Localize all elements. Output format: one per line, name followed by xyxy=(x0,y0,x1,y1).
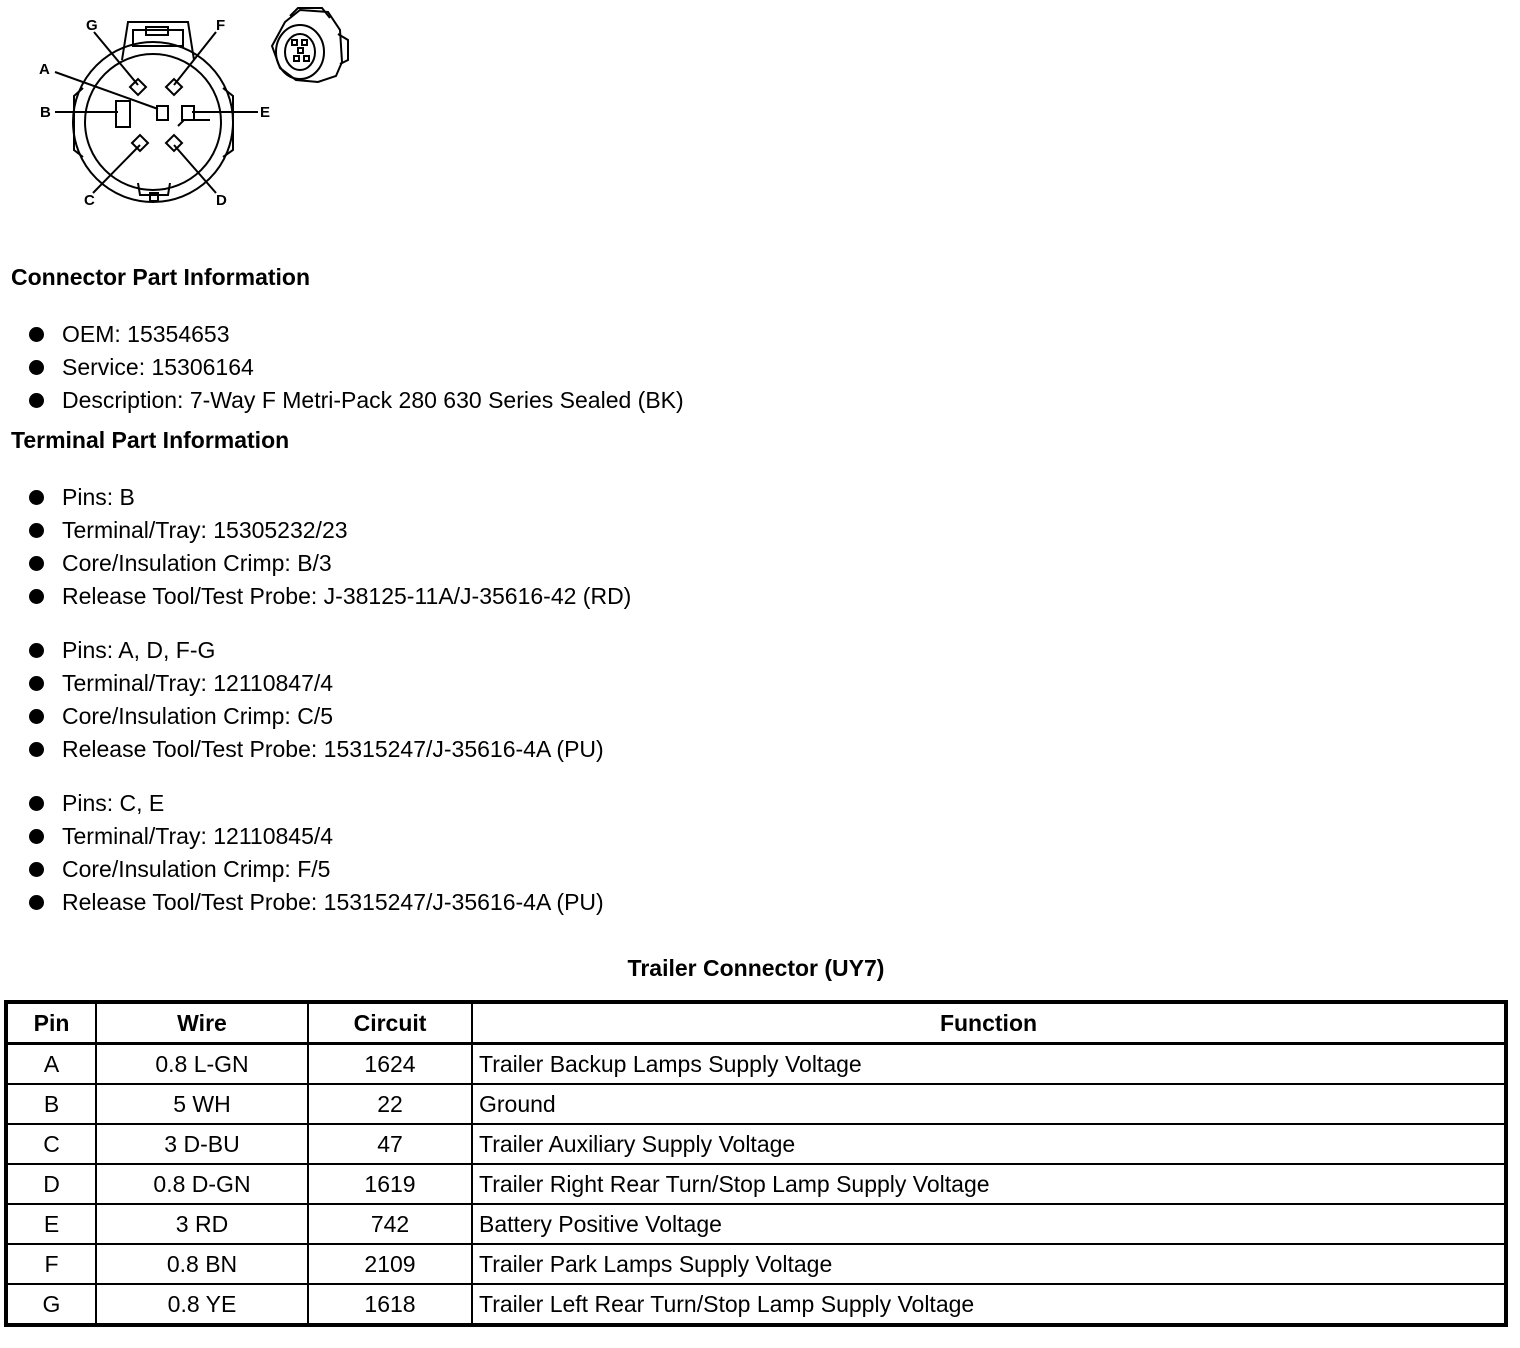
list-item: Core/Insulation Crimp: F/5 xyxy=(0,853,604,886)
cavity-c xyxy=(132,135,148,151)
cell-pin: C xyxy=(6,1124,96,1164)
cell-function: Ground xyxy=(472,1084,1506,1124)
table-row xyxy=(6,1244,1506,1284)
cell-wire: 3 RD xyxy=(96,1204,308,1244)
table-row xyxy=(6,1084,1506,1124)
list-item: Pins: B xyxy=(0,481,631,514)
list-item: Description: 7-Way F Metri-Pack 280 630 Series Sealed (BK) xyxy=(0,384,684,417)
cell-function: Battery Positive Voltage xyxy=(472,1204,1506,1244)
pin-label-d: D xyxy=(216,192,227,209)
pin-label-g: G xyxy=(86,17,98,34)
terminal-group-2 xyxy=(0,634,604,766)
cell-circuit: 742 xyxy=(308,1204,472,1244)
table-row xyxy=(6,1164,1506,1204)
pin-label-a: A xyxy=(39,61,50,78)
list-item: Release Tool/Test Probe: 15315247/J-35616-4A (PU) xyxy=(0,733,604,766)
cell-wire: 0.8 YE xyxy=(96,1284,308,1325)
column-header-circuit: Circuit xyxy=(308,1002,472,1044)
list-item: Service: 15306164 xyxy=(0,351,684,384)
list-item: Terminal/Tray: 12110847/4 xyxy=(0,667,604,700)
cell-pin: D xyxy=(6,1164,96,1204)
cell-function: Trailer Backup Lamps Supply Voltage xyxy=(472,1044,1506,1085)
cell-pin: A xyxy=(6,1044,96,1085)
list-item: Release Tool/Test Probe: J-38125-11A/J-35616-42 (RD) xyxy=(0,580,631,613)
pin-table xyxy=(4,1000,1508,1327)
cell-pin: B xyxy=(6,1084,96,1124)
cell-function: Trailer Left Rear Turn/Stop Lamp Supply Voltage xyxy=(472,1284,1506,1325)
table-row xyxy=(6,1204,1506,1244)
list-item: OEM: 15354653 xyxy=(0,318,684,351)
pin-label-b: B xyxy=(40,104,51,121)
cell-function: Trailer Auxiliary Supply Voltage xyxy=(472,1124,1506,1164)
cell-pin: F xyxy=(6,1244,96,1284)
list-item: Release Tool/Test Probe: 15315247/J-35616-4A (PU) xyxy=(0,886,604,919)
cell-circuit: 47 xyxy=(308,1124,472,1164)
list-item: Pins: A, D, F-G xyxy=(0,634,604,667)
table-header-row xyxy=(6,1002,1506,1044)
column-header-pin: Pin xyxy=(6,1002,96,1044)
list-item: Terminal/Tray: 15305232/23 xyxy=(0,514,631,547)
cell-function: Trailer Park Lamps Supply Voltage xyxy=(472,1244,1506,1284)
list-item: Terminal/Tray: 12110845/4 xyxy=(0,820,604,853)
pin-label-e: E xyxy=(260,104,271,121)
cavity-g xyxy=(130,79,146,95)
terminal-group-3 xyxy=(0,787,604,919)
cell-wire: 0.8 L-GN xyxy=(96,1044,308,1085)
table-row xyxy=(6,1044,1506,1085)
terminal-group-1 xyxy=(0,481,631,613)
connector-part-list xyxy=(0,318,684,417)
cell-circuit: 1619 xyxy=(308,1164,472,1204)
table-row xyxy=(6,1284,1506,1325)
cell-wire: 0.8 BN xyxy=(96,1244,308,1284)
list-item: Core/Insulation Crimp: B/3 xyxy=(0,547,631,580)
cell-circuit: 1618 xyxy=(308,1284,472,1325)
list-item: Core/Insulation Crimp: C/5 xyxy=(0,700,604,733)
list-item: Pins: C, E xyxy=(0,787,604,820)
column-header-wire: Wire xyxy=(96,1002,308,1044)
connector-housing-outer xyxy=(73,42,233,202)
connector-part-heading: Connector Part Information xyxy=(11,264,311,290)
cell-wire: 3 D-BU xyxy=(96,1124,308,1164)
pin-label-f: F xyxy=(216,17,226,34)
cell-wire: 0.8 D-GN xyxy=(96,1164,308,1204)
connector-diagram xyxy=(0,0,380,225)
cavity-a xyxy=(157,106,168,120)
connector-3d-view xyxy=(272,8,348,82)
terminal-part-heading: Terminal Part Information xyxy=(11,427,290,453)
cell-function: Trailer Right Rear Turn/Stop Lamp Supply Voltage xyxy=(472,1164,1506,1204)
table-title: Trailer Connector (UY7) xyxy=(627,955,885,981)
cavity-f xyxy=(166,79,182,95)
cell-circuit: 22 xyxy=(308,1084,472,1124)
cavity-d xyxy=(166,135,182,151)
cavity-b xyxy=(116,101,130,127)
cell-pin: G xyxy=(6,1284,96,1325)
column-header-function: Function xyxy=(472,1002,1506,1044)
cell-pin: E xyxy=(6,1204,96,1244)
pin-label-c: C xyxy=(84,192,95,209)
connector-housing-inner xyxy=(85,54,221,190)
cell-circuit: 1624 xyxy=(308,1044,472,1085)
cell-circuit: 2109 xyxy=(308,1244,472,1284)
table-row xyxy=(6,1124,1506,1164)
cell-wire: 5 WH xyxy=(96,1084,308,1124)
